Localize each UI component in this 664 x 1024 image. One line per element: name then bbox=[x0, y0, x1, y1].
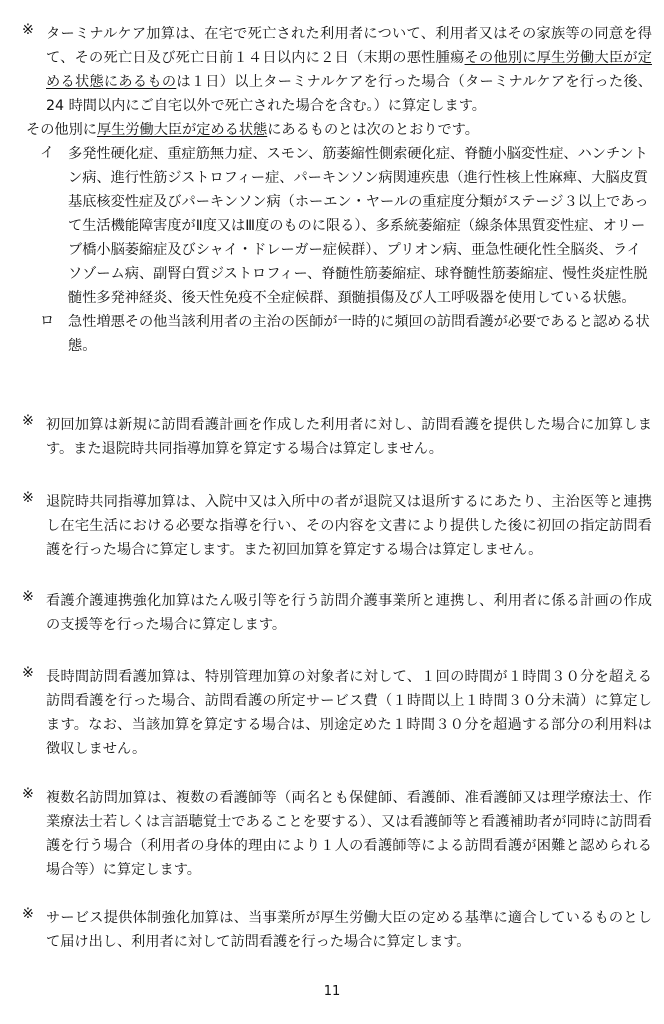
underlined-phrase: その他別に厚生労働大臣が定める状態にあるもの bbox=[46, 50, 652, 90]
note-mark: ※ bbox=[22, 413, 34, 429]
item-text: 多発性硬化症、重症筋無力症、スモン、筋萎縮性側索硬化症、脊髄小脳変性症、ハンチントン病、進行性筋ジストロフィー症、パーキンソン病関連疾患（進行性核上性麻痺、大脳皮質基底核変性症及びパーキンソン病（ホーエン・ヤールの重症度分類がステージ３以上であって生活機能障害度がⅡ度又はⅢ度のものに限る）、多系統萎縮症（線条体黒質変性症、オリーブ橋小脳萎縮症及びシャイ・ドレーガー症候群）、プリオン病、亜急性硬化性全脳炎、ライソゾーム病、副腎白質ジストロフィー、脊髄性筋萎縮症、球脊髄性筋萎縮症、慢性炎症性脱髄性多発神経炎、後天性免疫不全症候群、頚髄損傷及び人工呼吸器を使用している状態。 bbox=[68, 146, 649, 306]
note-text-part: ターミナルケア加算は、在宅で死亡された利用者について、利用者又はその家族等の同意を得て、その死亡日及び死亡日前１４日以内に２日（末期の悪性腫瘍 bbox=[46, 26, 652, 66]
note-text: サービス提供体制強化加算は、当事業所が厚生労働大臣の定める基準に適合しているものとして届け出し、利用者に対して訪問看護を行った場合に算定します。 bbox=[46, 910, 652, 950]
list-item-i bbox=[22, 142, 652, 310]
list-item-ro bbox=[22, 310, 652, 358]
note-text-part: は１日）以上ターミナルケアを行った場合（ターミナルケアを行った後、24 時間以内にご自宅以外で死亡された場合を含む。）に算定します。 bbox=[46, 74, 652, 114]
note-mark: ※ bbox=[22, 665, 34, 681]
note-subtext bbox=[26, 118, 652, 142]
note-initial-addition bbox=[22, 413, 652, 461]
note-service-system bbox=[22, 906, 652, 954]
note-discharge-guidance bbox=[22, 490, 652, 562]
item-label: イ bbox=[40, 145, 55, 161]
note-text-part: にあるものとは次のとおりです。 bbox=[267, 122, 479, 138]
note-multiple-staff bbox=[22, 786, 652, 882]
underlined-phrase: 厚生労働大臣が定める状態 bbox=[96, 122, 268, 138]
note-text: 初回加算は新規に訪問看護計画を作成した利用者に対し、訪問看護を提供した場合に加算します。また退院時共同指導加算を算定する場合は算定しません。 bbox=[46, 417, 652, 457]
note-mark: ※ bbox=[22, 490, 34, 506]
note-text: 看護介護連携強化加算はたん吸引等を行う訪問介護事業所と連携し、利用者に係る計画の作成の支援等を行った場合に算定します。 bbox=[46, 593, 652, 633]
note-text: 退院時共同指導加算は、入院中又は入所中の者が退院又は退所するにあたり、主治医等と連携し在宅生活における必要な指導を行い、その内容を文書により提供した後に初回の指定訪問看護を行った場合に算定します。また初回加算を算定する場合は算定しません。 bbox=[46, 494, 652, 558]
note-care-collaboration bbox=[22, 589, 652, 637]
note-terminal-care bbox=[22, 22, 652, 358]
note-text-part: その他別に bbox=[26, 122, 97, 138]
note-text: 複数名訪問加算は、複数の看護師等（両名とも保健師、看護師、准看護師又は理学療法士、作業療法士若しくは言語聴覚士であることを要する）、又は看護師等と看護補助者が同時に訪問看護を行う場合（利用者の身体的理由により１人の看護師等による訪問看護が困難と認められる場合等）に算定します。 bbox=[46, 790, 652, 878]
item-text: 急性増悪その他当該利用者の主治の医師が一時的に頻回の訪問看護が必要であると認める状態。 bbox=[68, 314, 650, 354]
note-text bbox=[46, 22, 652, 118]
note-mark: ※ bbox=[22, 22, 34, 38]
note-mark: ※ bbox=[22, 589, 34, 605]
item-label: ロ bbox=[40, 313, 55, 329]
note-mark: ※ bbox=[22, 786, 34, 802]
note-mark: ※ bbox=[22, 906, 34, 922]
note-text: 長時間訪問看護加算は、特別管理加算の対象者に対して、１回の時間が１時間３０分を超える訪問看護を行った場合、訪問看護の所定サービス費（１時間以上１時間３０分未満）に算定します。なお、当該加算を算定する場合は、別途定めた１時間３０分を超過する部分の利用料は徴収しません。 bbox=[46, 669, 652, 757]
page-number: 11 bbox=[323, 984, 341, 999]
note-long-visit bbox=[22, 665, 652, 761]
